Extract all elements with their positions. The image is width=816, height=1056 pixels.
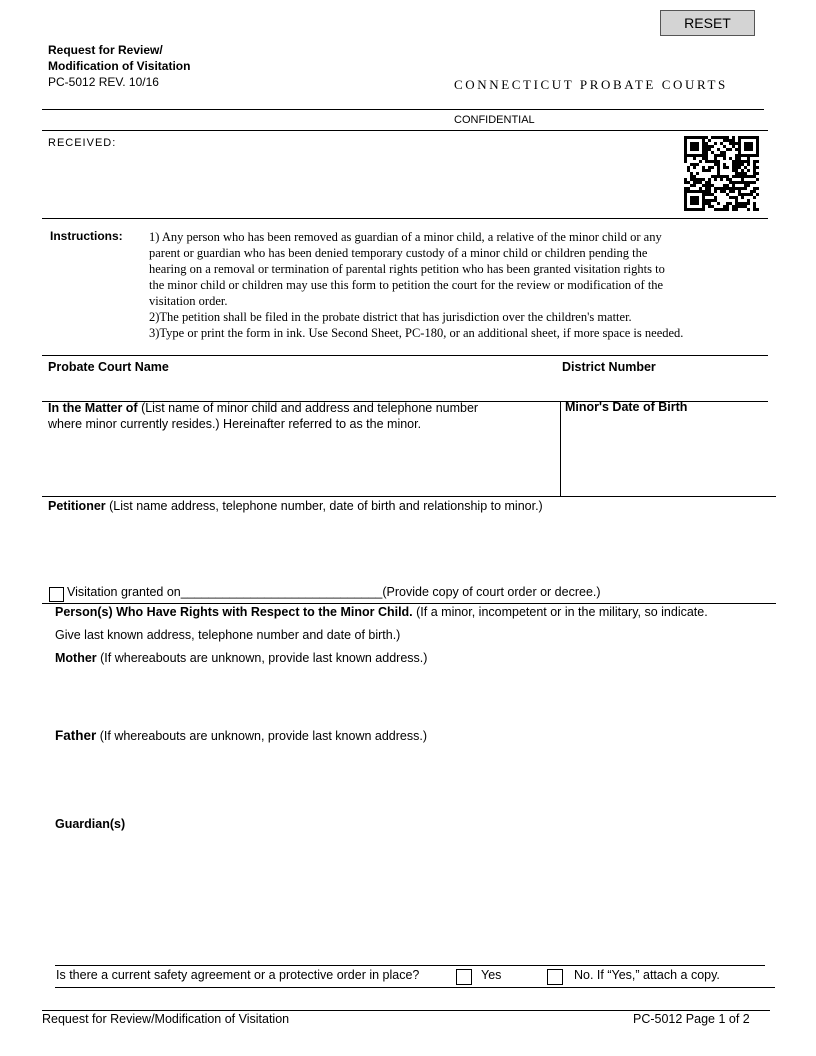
qr-module: [714, 178, 717, 181]
mother-field[interactable]: [55, 670, 765, 725]
qr-module: [732, 190, 735, 193]
received-label: RECEIVED:: [48, 137, 117, 149]
matter-label-line2: where minor currently resides.) Hereinafter referred to as the minor.: [48, 417, 422, 431]
qr-module: [693, 157, 696, 160]
qr-module: [720, 178, 723, 181]
district-number-label: District Number: [562, 360, 656, 374]
qr-module: [723, 157, 726, 160]
rights-heading: [55, 605, 708, 619]
qr-module: [753, 196, 756, 199]
qr-module: [726, 166, 729, 169]
qr-module: [708, 139, 711, 142]
matter-label: [48, 400, 553, 432]
qr-module: [717, 202, 720, 205]
visitation-suffix: (Provide copy of court order or decree.): [382, 585, 601, 599]
matter-label-rest: (List name of minor child and address and telephone number: [137, 401, 479, 415]
qr-code-icon: [684, 136, 760, 212]
safety-question: Is there a current safety agreement or a protective order in place?: [56, 968, 420, 982]
minor-dob-label: Minor's Date of Birth: [565, 400, 688, 414]
qr-module: [744, 187, 747, 190]
instructions-label: Instructions:: [50, 229, 123, 243]
petitioner-label-bold: Petitioner: [48, 499, 106, 513]
rights-heading-rest: (If a minor, incompetent or in the military, so indicate.: [412, 605, 708, 619]
visitation-prefix: Visitation granted on: [67, 585, 181, 599]
reset-button[interactable]: RESET: [660, 10, 755, 36]
rights-heading-line2: Give last known address, telephone number and date of birth.): [55, 628, 401, 642]
form-number: PC-5012 REV. 10/16: [48, 75, 159, 89]
qr-module: [756, 154, 759, 157]
qr-module: [756, 172, 759, 175]
qr-module: [696, 172, 699, 175]
qr-module: [714, 142, 717, 145]
qr-module: [693, 166, 696, 169]
qr-module: [711, 145, 714, 148]
father-field[interactable]: [55, 748, 765, 808]
qr-module: [696, 148, 699, 151]
footer-rule: [42, 1010, 770, 1011]
qr-module: [699, 160, 702, 163]
safety-no-checkbox[interactable]: [547, 969, 563, 985]
instruction-line: the minor child or children may use this form to petition the court for the review or modification of the: [149, 278, 664, 292]
qr-module: [696, 163, 699, 166]
minor-info-field[interactable]: [48, 436, 553, 491]
instruction-line: 3)Type or print the form in ink. Use Second Sheet, PC-180, or an additional sheet, if more space is needed.: [149, 326, 684, 340]
petitioner-label-rest: (List name address, telephone number, date of birth and relationship to minor.): [105, 499, 543, 513]
qr-module: [747, 184, 750, 187]
probate-court-name-field[interactable]: [48, 377, 548, 397]
instruction-line: hearing on a removal or termination of parental rights petition who has been granted visitation rights to: [149, 262, 665, 276]
qr-module: [702, 208, 705, 211]
safety-yes-label: Yes: [481, 968, 502, 982]
qr-module: [747, 163, 750, 166]
rights-rule-top: [42, 603, 776, 604]
qr-module: [756, 187, 759, 190]
form-title-line2: Modification of Visitation: [48, 59, 191, 73]
petitioner-field[interactable]: [48, 518, 763, 580]
qr-module: [747, 169, 750, 172]
probate-court-name-label: Probate Court Name: [48, 360, 169, 374]
district-number-field[interactable]: [562, 377, 762, 397]
qr-module: [756, 178, 759, 181]
qr-module: [753, 181, 756, 184]
visitation-granted-checkbox[interactable]: [49, 587, 64, 602]
instruction-line: visitation order.: [149, 294, 228, 308]
guardians-label: Guardian(s): [55, 817, 126, 831]
father-label: [55, 728, 427, 743]
safety-rule-bottom: [55, 987, 775, 988]
safety-yes-checkbox[interactable]: [456, 969, 472, 985]
father-label-bold: Father: [55, 728, 97, 743]
qr-module: [741, 196, 744, 199]
qr-module: [696, 202, 699, 205]
qr-module: [711, 166, 714, 169]
qr-module: [756, 193, 759, 196]
qr-module: [756, 160, 759, 163]
form-title-line1: Request for Review/: [48, 43, 163, 57]
matter-label-bold: In the Matter of: [48, 401, 138, 415]
footer-right: PC-5012 Page 1 of 2: [633, 1012, 750, 1026]
qr-module: [708, 169, 711, 172]
header-rule-top: [42, 109, 764, 110]
header-rule-2: [42, 130, 768, 131]
instructions-text: [149, 229, 769, 341]
qr-module: [747, 202, 750, 205]
qr-module: [750, 148, 753, 151]
minor-dob-field[interactable]: [565, 420, 765, 490]
mother-label-rest: (If whereabouts are unknown, provide last known address.): [96, 651, 428, 665]
instruction-line: parent or guardian who has been denied temporary custody of a minor child or children pending the: [149, 246, 648, 260]
visitation-date-blank[interactable]: _________________________: [180, 585, 355, 599]
instruction-line: 1) Any person who has been removed as guardian of a minor child, a relative of the minor child or any: [149, 230, 662, 244]
confidential-label: CONFIDENTIAL: [454, 114, 535, 126]
qr-module: [756, 208, 759, 211]
qr-module: [684, 160, 687, 163]
court-name: CONNECTICUT PROBATE COURTS: [454, 77, 728, 92]
safety-rule-top: [55, 965, 765, 966]
mother-label-bold: Mother: [55, 651, 97, 665]
qr-module: [693, 184, 696, 187]
petitioner-label: [48, 499, 543, 513]
qr-module: [714, 190, 717, 193]
mother-label: [55, 651, 427, 665]
court-rule-top: [42, 355, 768, 356]
qr-module: [756, 166, 759, 169]
rights-heading-bold: Person(s) Who Have Rights with Respect to the Minor Child.: [55, 605, 413, 619]
matter-divider: [560, 401, 561, 496]
received-rule-bottom: [42, 218, 768, 219]
visitation-date-blank2[interactable]: ____: [354, 585, 383, 599]
qr-module: [735, 208, 738, 211]
visitation-granted-line: [67, 585, 601, 599]
footer-left: Request for Review/Modification of Visitation: [42, 1012, 290, 1026]
safety-no-label: No. If “Yes,” attach a copy.: [574, 968, 720, 982]
qr-module: [726, 208, 729, 211]
qr-module: [747, 208, 750, 211]
instruction-line: 2)The petition shall be filed in the probate district that has jurisdiction over the children's matter.: [149, 310, 632, 324]
father-label-rest: (If whereabouts are unknown, provide last known address.): [96, 729, 427, 743]
qr-module: [729, 148, 732, 151]
guardians-field[interactable]: [55, 836, 765, 956]
petitioner-rule-top: [42, 496, 776, 497]
